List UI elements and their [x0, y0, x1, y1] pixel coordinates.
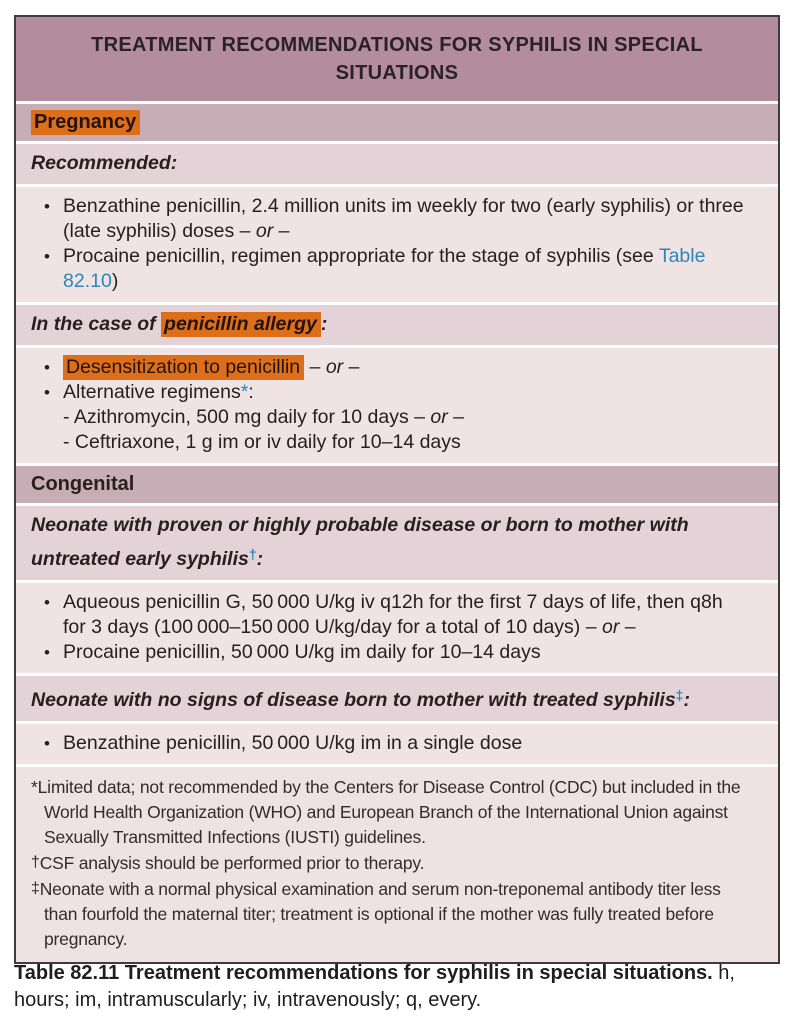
allergy-colon: : — [320, 313, 328, 335]
list-item — [31, 590, 748, 640]
asterisk-reference: * — [240, 381, 249, 403]
asterisk-marker: * — [31, 777, 38, 797]
caption-abbreviations: h, hours; im, intramuscularly; iv, intravenously; q, every. — [14, 962, 735, 1011]
sub-list-item — [31, 405, 748, 430]
dash-text: – — [273, 220, 290, 242]
bullet-icon: • — [44, 197, 50, 216]
list-item — [31, 244, 748, 294]
penicillin-allergy-highlight: penicillin allergy — [161, 312, 321, 337]
subheader-recommended: Recommended: — [16, 144, 778, 184]
colon-text: : — [248, 381, 254, 403]
table-caption — [14, 960, 782, 1014]
procaine-congenital-text: Procaine penicillin, 50 000 U/kg im daily for 10–14 days — [63, 641, 541, 663]
list-item — [31, 640, 748, 665]
dash-text: – — [619, 616, 636, 638]
double-dagger-marker: ‡ — [31, 880, 40, 897]
bullet-icon: • — [44, 643, 50, 662]
footnote-text: Limited data; not recommended by the Centers for Disease Control (CDC) but included in the World Health Organization (WHO) and European Branch of the International Union against Sexually Transmitted Infections (IUSTI) guidelines. — [37, 777, 741, 847]
azithromycin-text: - Azithromycin, 500 mg daily for 10 days – — [63, 406, 431, 428]
desensitization-highlight: Desensitization to penicillin — [63, 355, 304, 380]
subheader-neonate-no-signs — [16, 676, 778, 721]
bullet-icon: • — [44, 358, 50, 377]
neonate-proven-text: Neonate with proven or highly probable disease or born to mother with untreated early syphilis — [31, 514, 689, 570]
alternative-regimens-text: Alternative regimens — [63, 381, 241, 403]
footnote-dagger — [31, 850, 756, 876]
colon-text: : — [683, 689, 690, 711]
list-item — [31, 355, 748, 380]
dash-text: – — [447, 406, 465, 428]
footnote-asterisk — [31, 775, 756, 850]
or-text: or — [601, 616, 620, 638]
or-text: or — [430, 406, 448, 428]
bullet-icon: • — [44, 734, 50, 753]
footnotes — [16, 767, 778, 962]
pregnancy-recommended-list — [16, 187, 778, 302]
ceftriaxone-text: - Ceftriaxone, 1 g im or iv daily for 10–14 days — [63, 431, 461, 453]
bullet-icon: • — [44, 383, 50, 402]
aqueous-penicillin-text: Aqueous penicillin G, 50 000 U/kg iv q12h for the first 7 days of life, then q8h for 3 days (100 000–150 000 U/kg/day for a total of 10 days) – — [63, 591, 723, 638]
congenital-no-signs-list — [16, 724, 778, 764]
or-text: or — [255, 220, 274, 242]
list-item — [31, 380, 748, 405]
procaine-text: Procaine penicillin, regimen appropriate for the stage of syphilis (see — [63, 245, 659, 267]
subheader-penicillin-allergy — [16, 305, 778, 345]
table-82-10-link[interactable]: Table 82.10 — [63, 245, 706, 292]
dagger-reference: † — [248, 546, 257, 562]
treatment-table — [14, 15, 780, 964]
congenital-proven-list — [16, 583, 778, 673]
table-title: TREATMENT RECOMMENDATIONS FOR SYPHILIS IN SPECIAL SITUATIONS — [16, 17, 778, 101]
double-dagger-reference: ‡ — [675, 687, 684, 703]
section-header-pregnancy — [16, 104, 778, 141]
list-item — [31, 194, 748, 244]
footnote-text: CSF analysis should be performed prior to therapy. — [39, 853, 425, 873]
neonate-no-signs-text: Neonate with no signs of disease born to mother with treated syphilis — [31, 689, 676, 711]
section-header-congenital: Congenital — [16, 466, 778, 503]
benzathine-single-dose-text: Benzathine penicillin, 50 000 U/kg im in a single dose — [63, 732, 523, 754]
dash-text: – — [304, 356, 326, 378]
allergy-text-start: In the case of — [31, 313, 162, 335]
sub-list-item — [31, 430, 748, 455]
paren-text: ) — [111, 270, 119, 292]
caption-title: Table 82.11 Treatment recommendations for syphilis in special situations. — [14, 962, 713, 984]
footnote-text: Neonate with a normal physical examination and serum non-treponemal antibody titer less than fourfold the maternal titer; treatment is optional if the mother was fully treated before pregnancy. — [39, 879, 721, 949]
bullet-icon: • — [44, 247, 50, 266]
or-text: or — [325, 356, 344, 378]
bullet-icon: • — [44, 593, 50, 612]
colon-text: : — [256, 548, 264, 570]
subheader-neonate-proven — [16, 506, 778, 580]
list-item — [31, 731, 748, 756]
dash-text: – — [343, 356, 360, 378]
benzathine-text: Benzathine penicillin, 2.4 million units im weekly for two (early syphilis) or three (late syphilis) doses – — [63, 195, 744, 242]
dagger-marker: † — [31, 854, 40, 871]
pregnancy-allergy-list — [16, 348, 778, 463]
footnote-double-dagger — [31, 876, 756, 952]
pregnancy-highlight: Pregnancy — [31, 110, 140, 135]
